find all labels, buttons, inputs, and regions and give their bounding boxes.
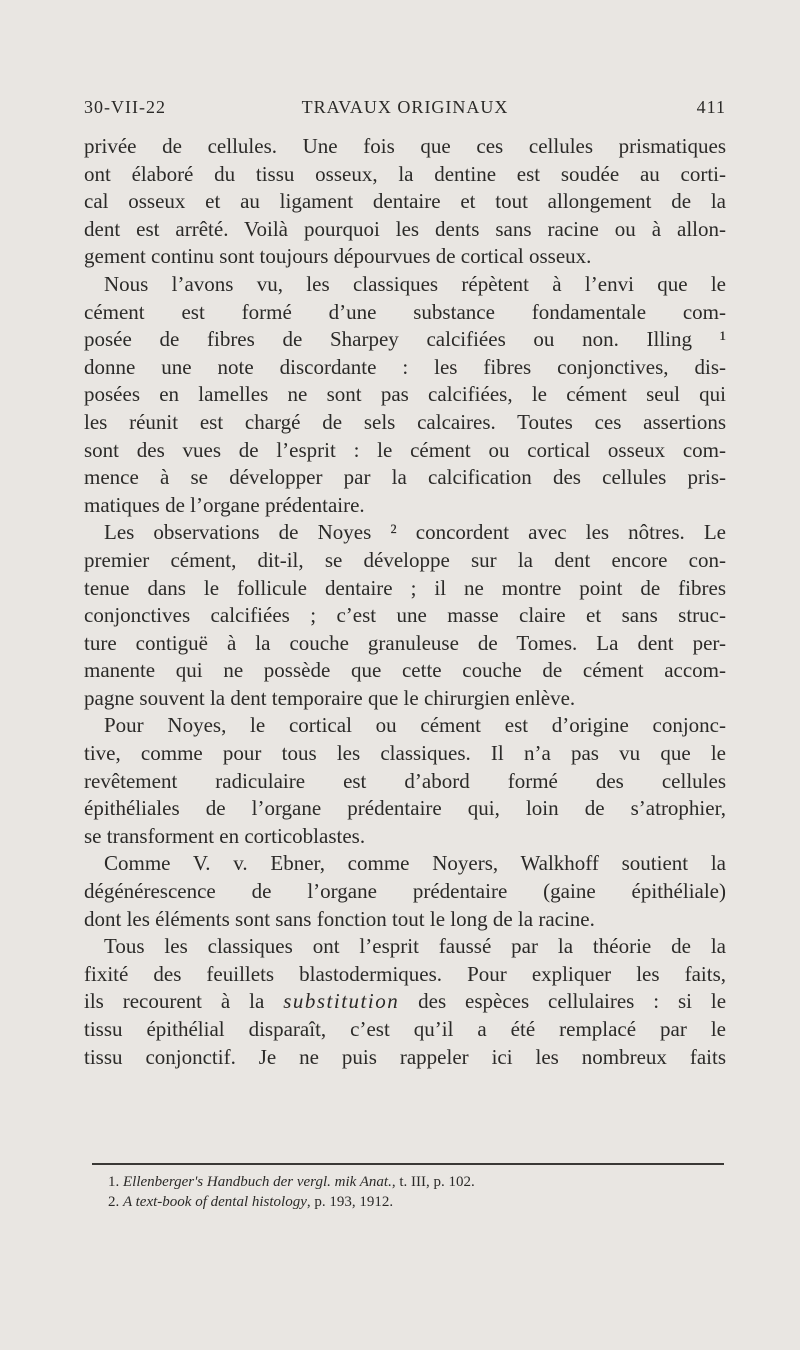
text-line: pagne souvent la dent temporaire que le chirurgien enlève. — [84, 685, 576, 710]
footnote-1 — [108, 1172, 708, 1192]
text-line: ont élaboré du tissu osseux, la dentine est soudée au corti- — [84, 161, 726, 186]
footnote-ref: , t. III, p. 102. — [391, 1174, 475, 1190]
text-line: dent est arrêté. Voilà pourquoi les dents sans racine ou à allon- — [84, 216, 726, 241]
text-line: épithéliales de l’organe prédentaire qui, loin de s’atrophier, — [84, 796, 726, 821]
text-line: conjonctives calcifiées ; c’est une masse claire et sans struc- — [84, 603, 726, 628]
emphasized-term: substitution — [283, 989, 400, 1014]
text-line: ture contiguë à la couche granuleuse de Tomes. La dent per- — [84, 630, 726, 655]
text-line: Pour Noyes, le cortical ou cément est d’origine conjonc- — [104, 713, 726, 738]
text-line: cément est formé d’une substance fondamentale com- — [84, 299, 726, 324]
body-text — [84, 133, 726, 1071]
header-title: TRAVAUX ORIGINAUX — [301, 97, 509, 117]
text-line: revêtement radiculaire est d’abord formé des cellules — [84, 768, 726, 793]
text-line: dont les éléments sont sans fonction tout le long de la racine. — [84, 906, 595, 931]
text-line: donne une note discordante : les fibres conjonctives, dis- — [84, 354, 726, 379]
text-line-mixed — [84, 988, 726, 1016]
footnote-title: A text-book of dental histology — [123, 1194, 307, 1210]
text-line: se transforment en corticoblastes. — [84, 823, 366, 848]
text-line: posée de fibres de Sharpey calcifiées ou non. Illing ¹ — [84, 327, 726, 352]
text-line: Les observations de Noyes ² concordent avec les nôtres. Le — [104, 520, 726, 545]
text-line: dégénérescence de l’organe prédentaire (gaine épithéliale) — [84, 879, 726, 904]
text-line: tive, comme pour tous les classiques. Il n’a pas vu que le — [84, 741, 726, 766]
running-header — [84, 97, 726, 121]
text-segment: ils recourent à la — [84, 989, 265, 1014]
text-line: gement continu sont toujours dépourvues de cortical osseux. — [84, 244, 592, 269]
text-line: les réunit est chargé de sels calcaires. Toutes ces assertions — [84, 409, 726, 434]
text-line: manente qui ne possède que cette couche de cément accom- — [84, 658, 726, 683]
footnote-number: 2. — [108, 1194, 120, 1210]
text-line: cal osseux et au ligament dentaire et tout allongement de la — [84, 189, 726, 214]
text-line: Comme V. v. Ebner, comme Noyers, Walkhoff soutient la — [104, 851, 726, 876]
footnote-title: Ellenberger's Handbuch der vergl. mik Anat. — [123, 1174, 392, 1190]
text-line: tenue dans le follicule dentaire ; il ne montre point de fibres — [84, 575, 726, 600]
text-line: sont des vues de l’esprit : le cément ou cortical osseux com- — [84, 437, 726, 462]
text-line: tissu épithélial disparaît, c’est qu’il a été remplacé par le — [84, 1017, 726, 1041]
footnote-ref: , p. 193, 1912. — [306, 1194, 394, 1210]
text-line: fixité des feuillets blastodermiques. Pour expliquer les faits, — [84, 961, 726, 986]
text-line: mence à se développer par la calcification des cellules pris- — [84, 465, 726, 490]
text-line: matiques de l’organe prédentaire. — [84, 492, 365, 517]
footnote-2 — [108, 1192, 708, 1212]
header-date: 30-VII-22 — [84, 97, 166, 117]
text-line: privée de cellules. Une fois que ces cellules prismatiques — [84, 134, 726, 158]
footnotes — [108, 1172, 708, 1212]
text-line: tissu conjonctif. Je ne puis rappeler ici les nombreux faits — [84, 1044, 726, 1069]
footnote-number: 1. — [108, 1174, 120, 1190]
text-line: Tous les classiques ont l’esprit faussé par la théorie de la — [104, 934, 726, 959]
text-line: posées en lamelles ne sont pas calcifiées, le cément seul qui — [84, 382, 726, 407]
text-line: premier cément, dit-il, se développe sur la dent encore con- — [84, 547, 726, 572]
text-line: Nous l’avons vu, les classiques répètent à l’envi que le — [104, 271, 726, 296]
footnote-divider — [92, 1163, 724, 1165]
page-number: 411 — [696, 97, 726, 117]
text-segment: des espèces cellulaires : si le — [418, 989, 727, 1014]
